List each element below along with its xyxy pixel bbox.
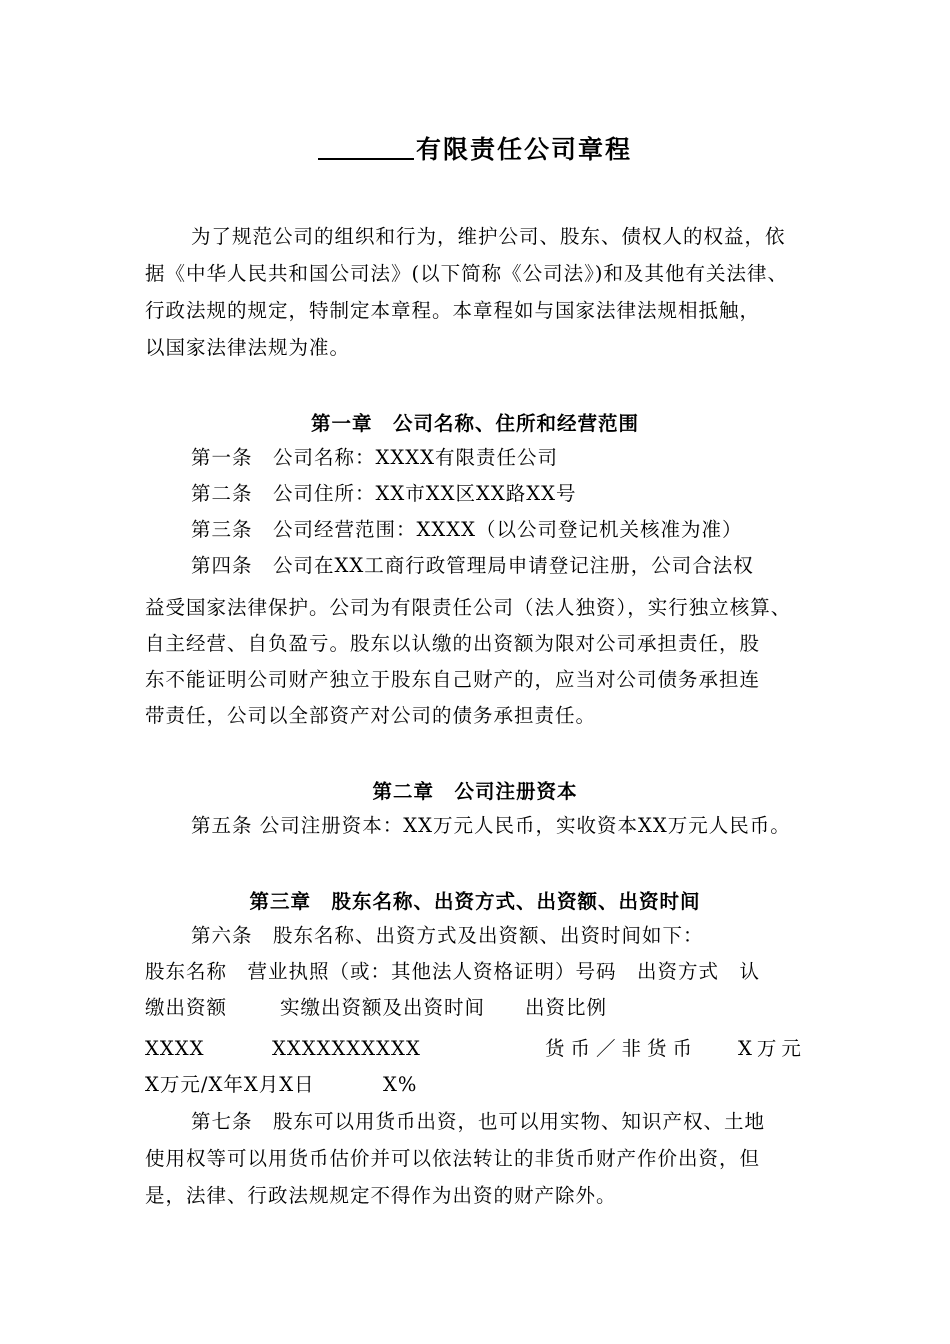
table-header-paid: 实缴出资额及出资时间 [280, 996, 486, 1019]
article-3: 第三条 公司经营范围：XXXX（以公司登记机关核准为准） [191, 518, 743, 541]
article-6: 第六条 股东名称、出资方式及出资额、出资时间如下： [191, 924, 704, 947]
article-4-line: 自主经营、自负盈亏。股东以认缴的出资额为限对公司承担责任，股 [145, 632, 761, 655]
chapter3-heading: 第三章 股东名称、出资方式、出资额、出资时间 [249, 890, 701, 913]
article-4-line: 带责任，公司以全部资产对公司的债务承担责任。 [145, 704, 597, 727]
chapter2-heading: 第二章 公司注册资本 [372, 780, 578, 803]
article-7-line: 使用权等可以用货币估价并可以依法转让的非货币财产作价出资，但 [145, 1147, 761, 1170]
row-contribution-method: 货币／非货币 [545, 1037, 699, 1060]
table-header-line: 股东名称 营业执照（或：其他法人资格证明）号码 出资方式 认 [145, 960, 761, 983]
table-header-subscribed: 缴出资额 [145, 996, 228, 1019]
title-text: 有限责任公司章程 [415, 135, 632, 164]
preamble-line: 据《中华人民共和国公司法》(以下简称《公司法》)和及其他有关法律、 [145, 262, 788, 285]
article-1: 第一条 公司名称：XXXX有限责任公司 [191, 446, 559, 469]
preamble-line: 以国家法律法规为准。 [145, 336, 351, 359]
preamble-line: 行政法规的规定，特制定本章程。本章程如与国家法律法规相抵触， [145, 299, 761, 322]
table-header-ratio: 出资比例 [525, 996, 608, 1019]
article-4-line: 第四条 公司在XX工商行政管理局申请登记注册，公司合法权 [191, 554, 754, 577]
row-subscribed-amount: X万元 [738, 1037, 806, 1060]
document-title [0, 130, 950, 166]
row-license-number: XXXXXXXXXX [272, 1037, 421, 1060]
article-2: 第二条 公司住所：XX市XX区XX路XX号 [191, 482, 577, 505]
article-5: 第五条 公司注册资本：XX万元人民币，实收资本XX万元人民币。 [191, 814, 791, 837]
article-7-line: 是，法律、行政法规规定不得作为出资的财产除外。 [145, 1184, 617, 1207]
chapter1-heading: 第一章 公司名称、住所和经营范围 [310, 412, 639, 435]
row-paid-amount-date: X万元/X年X月X日 [145, 1073, 315, 1096]
article-7-line: 第七条 股东可以用货币出资，也可以用实物、知识产权、土地 [191, 1110, 766, 1133]
article-4-line: 东不能证明公司财产独立于股东自己财产的，应当对公司债务承担连 [145, 668, 761, 691]
preamble-line: 为了规范公司的组织和行为，维护公司、股东、债权人的权益，依 [191, 225, 786, 248]
company-name-blank [318, 138, 414, 160]
row-contribution-ratio: X% [383, 1073, 418, 1096]
row-shareholder-name: XXXX [145, 1037, 205, 1060]
article-4-line: 益受国家法律保护。公司为有限责任公司（法人独资），实行独立核算、 [145, 596, 792, 619]
